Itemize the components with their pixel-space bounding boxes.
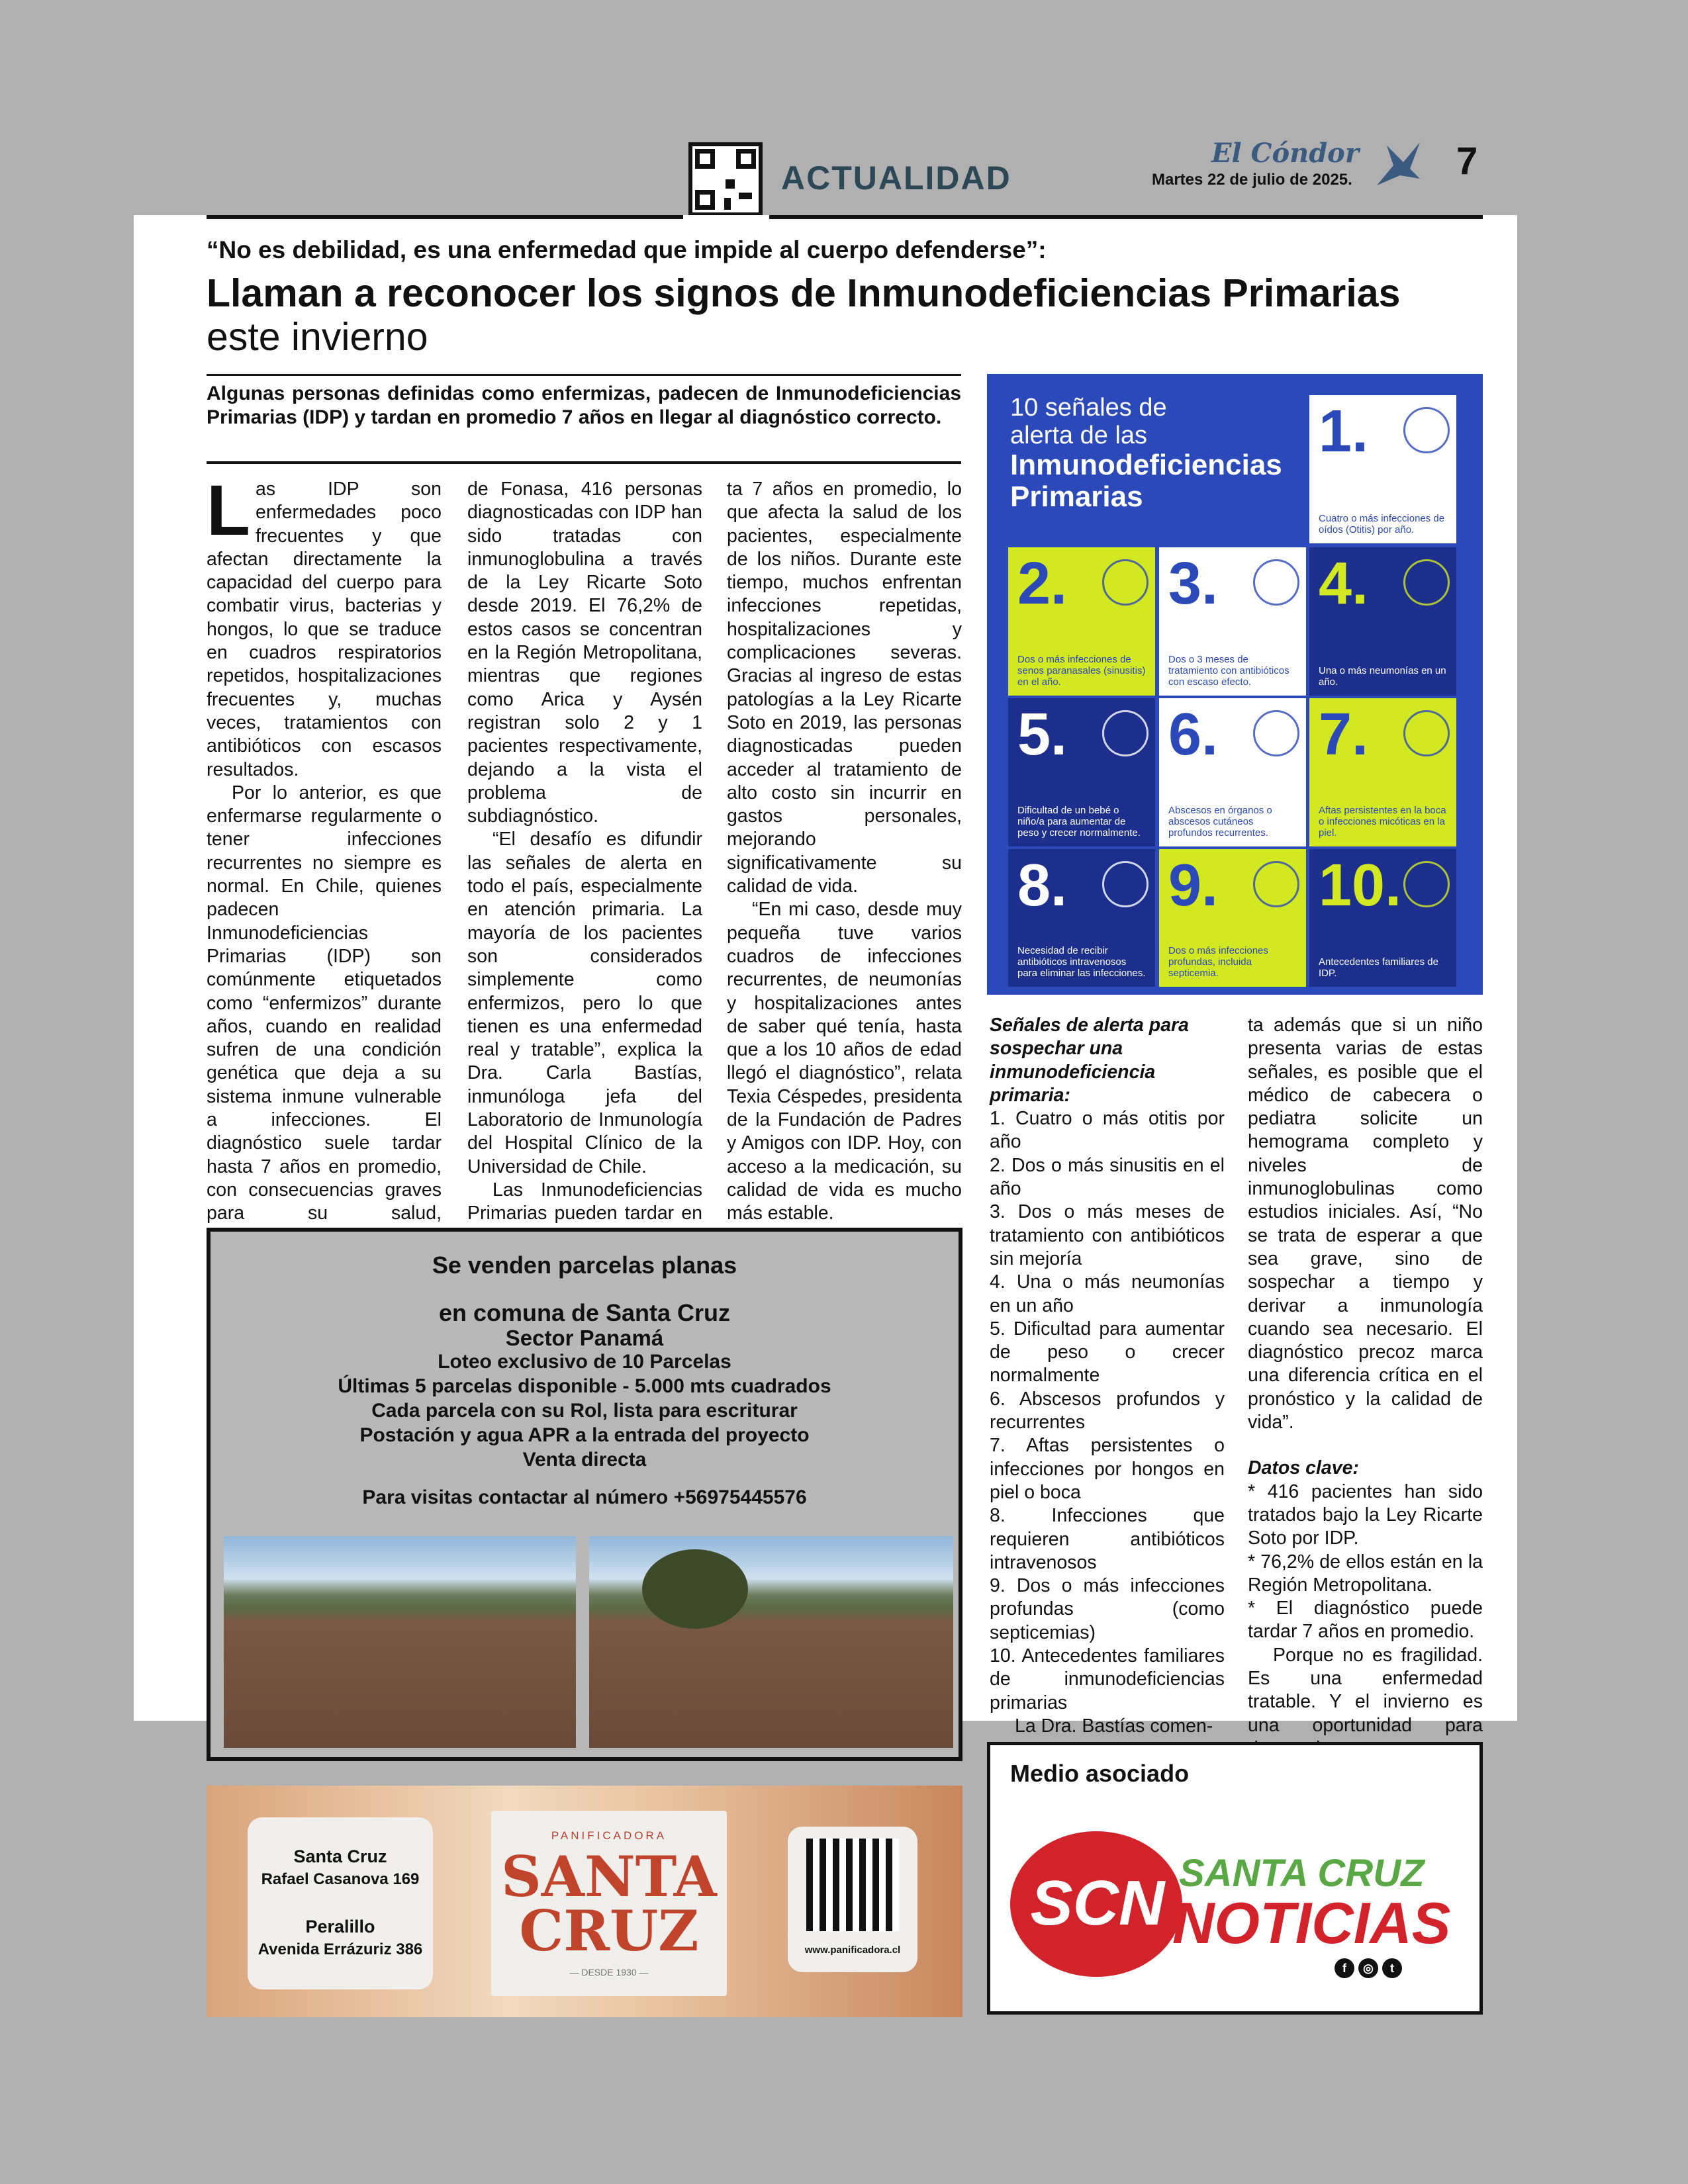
sign-number: 7.: [1319, 702, 1369, 768]
sign-text: Una o más neumonías en un año.: [1319, 665, 1446, 688]
divider: [769, 215, 1483, 219]
bakery-url: www.panificadora.cl: [804, 1944, 901, 1956]
ad-line: Loteo exclusivo de 10 Parcelas: [438, 1351, 731, 1373]
body-paragraph: de Fonasa, 416 personas diagnosticadas con IDP han sido tratadas con inmunoglobulina a través de la Ley Ricarte Soto desde 2019. El 76,2% de estos casos se concentran en la Región Metropolitana, mientras que regiones como Arica y Aysén registran solo 2 y 1 pacientes respectivamente, dejando a la vista el problema de subdiagnóstico.: [467, 478, 702, 827]
ad-label: Medio asociado: [1010, 1760, 1190, 1787]
ad-line: Postación y agua APR a la entrada del proyecto: [359, 1424, 810, 1446]
sidebar-title: Señales de alerta para sospechar una inmunodeficiencia primaria:: [990, 1015, 1190, 1106]
list-item: 3. Dos o más meses de tratamiento con antibióticos sin mejoría: [990, 1201, 1225, 1269]
sign-card-8: [1008, 849, 1155, 987]
bakery-ad: [207, 1786, 962, 2017]
sign-card-3: [1159, 547, 1306, 696]
list-item: 7. Aftas persistentes o infecciones por hongos en piel o boca: [990, 1435, 1225, 1503]
twitter-icon[interactable]: t: [1382, 1958, 1402, 1978]
body-paragraph: as IDP son enfermedades poco frecuentes y que afectan directamente la capacidad del cuerpo para combatir virus, bacterias y hongos, lo que se traduce en cuadros respiratorios repetidos, hospitalizaciones frecuentes y, muchas veces, tratamientos con antibióticos con escasos resultados.: [207, 478, 442, 780]
sign-number: 5.: [1017, 702, 1068, 768]
location-city: Santa Cruz: [293, 1846, 387, 1866]
fact-item: * 416 pacientes han sido tratados bajo la Ley Ricarte Soto por IDP.: [1248, 1480, 1483, 1549]
family-icon: [1403, 861, 1450, 907]
sign-text: Necesidad de recibir antibióticos intravenosos para eliminar las infecciones.: [1017, 945, 1146, 979]
location-address: Avenida Errázuriz 386: [258, 1940, 423, 1958]
sinus-icon: [1102, 559, 1149, 606]
sign-text: Dos o más infecciones de senos paranasales (sinusitis) en el año.: [1017, 654, 1146, 688]
sign-number: 2.: [1017, 551, 1068, 617]
land-photo: [224, 1536, 576, 1748]
divider: [207, 461, 961, 464]
partner-media-ad: [987, 1742, 1483, 2015]
body-paragraph: ta 7 años en promedio, lo que afecta la salud de los pacientes, especialmente de los niños. Durante este tiempo, muchos enfrentan infecciones repetidas, hospitalizaciones y complicaciones severas. Gracias al ingreso de estas patologías a la Ley Ricarte Soto en 2019, las personas diagnosticadas pueden acceder al tratamiento de alto costo sin incurrir en gastos personales, mejorando significativamente su calidad de vida.: [727, 478, 962, 897]
sign-card-5: [1008, 698, 1155, 846]
sign-number: 9.: [1168, 852, 1219, 919]
land-photo: [589, 1536, 953, 1748]
brand-since: — DESDE 1930 —: [569, 1967, 649, 1978]
infographic-title-line: Inmunodeficiencias: [1010, 449, 1282, 481]
body-paragraph: Por lo anterior, es que enfermarse regularmente o tener infecciones recurrentes no siempre es normal. En Chile, quienes padecen Inmunodeficiencias Primarias (IDP) son comúnmente etiquetados como “enfermizos” durante años, cuando en realidad sufren de una condición genética que deja a su sistema inmune vulnerable a infecciones. El diagnóstico suele tardar hasta 7 años en promedio, con consecuencias graves para su salud,: [207, 782, 442, 1224]
body-paragraph: ta además que si un niño presenta varias de estas señales, es posible que el médico de cabecera o pediatra solicite un hemograma completo y niveles de inmunoglobulinas como estudios iniciales. Así, “No se trata de esperar a que sea grave, sino de sospechar a tiempo y derivar a inmunología cuando sea necesario. El diagnóstico precoz marca una diferencia crítica en el pronóstico y la calidad de vida”.: [1248, 1015, 1483, 1433]
article-headline: [207, 271, 1477, 359]
mouth-icon: [1403, 710, 1450, 756]
scn-name-top: SANTA CRUZ: [1179, 1852, 1425, 1895]
article-lead: Algunas personas definidas como enfermizas, padecen de Inmunodeficiencias Primarias (IDP) y tardan en promedio 7 años en llegar al diagnóstico correcto.: [207, 383, 961, 428]
list-item: 4. Una o más neumonías en un año: [990, 1271, 1225, 1316]
divider: [207, 374, 961, 376]
list-item: 9. Dos o más infecciones profundas (como septicemias): [990, 1575, 1225, 1643]
sign-card-4: [1309, 547, 1456, 696]
brand-name: CRUZ: [519, 1898, 699, 1964]
issue-date: Martes 22 de julio de 2025.: [1152, 171, 1352, 189]
ad-heading: Se venden parcelas planas: [432, 1251, 737, 1279]
sign-text: Cuatro o más infecciones de oídos (Otitis) por año.: [1319, 513, 1445, 535]
sign-card-1: [1309, 395, 1456, 543]
sign-card-9: [1159, 849, 1306, 987]
infographic-title-line: 10 señales de: [1010, 394, 1167, 422]
location-city: Peralillo: [305, 1917, 375, 1936]
qr-code-icon: [806, 1839, 899, 1931]
body-paragraph: “El desafío es difundir las señales de alerta en todo el país, especialmente en atención primaria. La mayoría de los pacientes son considerados simplemente como enfermizos, pero lo que tienen es una enfermedad real y tratable”, explica la Dra. Carla Bastías, inmunóloga jefa del Laboratorio de Inmunología del Hospital Clínico de la Universidad de Chile.: [467, 829, 702, 1177]
tree-shape: [642, 1549, 748, 1629]
baby-icon: [1102, 710, 1149, 756]
sign-card-6: [1159, 698, 1306, 846]
brand-name: SANTA: [501, 1844, 717, 1909]
article-column-2: [467, 478, 702, 1249]
bakery-qr: [788, 1827, 917, 1972]
sign-text: Antecedentes familiares de IDP.: [1319, 956, 1438, 979]
instagram-icon[interactable]: ◎: [1358, 1958, 1378, 1978]
syringe-icon: [1102, 861, 1149, 907]
sign-text: Dos o 3 meses de tratamiento con antibióticos con escaso efecto.: [1168, 654, 1289, 688]
facebook-icon[interactable]: f: [1335, 1958, 1354, 1978]
sign-text: Dificultad de un bebé o niño/a para aumentar de peso y crecer normalmente.: [1017, 805, 1141, 839]
pills-icon: [1253, 559, 1299, 606]
article-column-5: [1248, 1014, 1483, 1760]
body-paragraph: La Dra. Bastías comen-: [1015, 1715, 1213, 1737]
body-paragraph: “En mi caso, desde muy pequeña tuve varios cuadros de infecciones recurrentes, de neumonías y hospitalizaciones antes de saber qué tenía, hasta que a los 10 años de edad llegó el diagnóstico”, relata Texia Céspedes, presidenta de la Fundación de Padres y Amigos con IDP. Hoy, con acceso a la medicación, su calidad de vida es mucho más estable.: [727, 899, 962, 1224]
brand-subtitle: PANIFICADORA: [551, 1829, 667, 1842]
virus-icon: [1253, 861, 1299, 907]
article-kicker: “No es debilidad, es una enfermedad que impide al cuerpo defenderse”:: [207, 236, 1047, 263]
article-column-1: [207, 470, 442, 1272]
headline-line-1: Llaman a reconocer los signos de Inmunodeficiencias Primarias: [207, 271, 1401, 315]
sign-number: 10.: [1319, 852, 1402, 919]
body-paragraph: Las Inmunodeficiencias Primarias pueden tardar en: [467, 1179, 702, 1224]
fact-item: * El diagnóstico puede tardar 7 años en promedio.: [1248, 1598, 1483, 1643]
qr-code-icon: [688, 142, 763, 216]
sign-card-2: [1008, 547, 1155, 696]
ad-contact: Para visitas contactar al número +56975445576: [362, 1486, 807, 1508]
sign-number: 1.: [1319, 398, 1369, 465]
article-column-3: [727, 478, 962, 1226]
masthead-logo: El Cóndor: [1211, 138, 1359, 169]
sign-text: Abscesos en órganos o abscesos cutáneos profundos recurrentes.: [1168, 805, 1272, 839]
scn-logo-circle: [1010, 1831, 1182, 1977]
sign-card-7: [1309, 698, 1456, 846]
divider: [207, 215, 683, 219]
infographic-title-line: Primarias: [1010, 480, 1143, 513]
scn-logo-text: SCN: [1030, 1868, 1165, 1938]
ad-line: Cada parcela con su Rol, lista para escriturar: [371, 1400, 798, 1422]
ear-icon: [1403, 407, 1450, 453]
ad-line: Últimas 5 parcelas disponible - 5.000 mts cuadrados: [338, 1375, 831, 1397]
abscess-icon: [1253, 710, 1299, 756]
section-title: ACTUALIDAD: [781, 159, 1011, 197]
sign-text: Aftas persistentes en la boca o infecciones micóticas en la piel.: [1319, 805, 1446, 839]
warning-signs-infographic: [987, 374, 1483, 995]
ad-line: Venta directa: [522, 1449, 647, 1471]
list-item: 6. Abscesos profundos y recurrentes: [990, 1388, 1225, 1433]
bakery-locations: [248, 1817, 433, 1989]
infographic-title: [1010, 394, 1282, 513]
sign-text: Dos o más infecciones profundas, incluida septicemia.: [1168, 945, 1268, 979]
list-item: 8. Infecciones que requieren antibióticos intravenosos: [990, 1505, 1225, 1573]
sign-number: 6.: [1168, 702, 1219, 768]
sign-number: 4.: [1319, 551, 1369, 617]
scn-name-bottom: NOTICIAS: [1172, 1890, 1451, 1956]
fact-item: * 76,2% de ellos están en la Región Metropolitana.: [1248, 1551, 1483, 1596]
sign-card-10: [1309, 849, 1456, 987]
sign-number: 3.: [1168, 551, 1219, 617]
condor-icon: [1374, 139, 1423, 192]
ad-line: Sector Panamá: [505, 1326, 664, 1350]
headline-line-2: este invierno: [207, 315, 428, 359]
facts-title: Datos clave:: [1248, 1457, 1359, 1479]
location-address: Rafael Casanova 169: [261, 1870, 420, 1888]
article-column-4: [990, 1014, 1225, 1738]
infographic-title-line: alerta de las: [1010, 422, 1148, 449]
lungs-icon: [1403, 559, 1450, 606]
list-item: 5. Dificultad para aumentar de peso o crecer normalmente: [990, 1318, 1225, 1387]
bakery-logo: [491, 1811, 727, 1996]
ad-line: en comuna de Santa Cruz: [438, 1299, 731, 1326]
list-item: 1. Cuatro o más otitis por año: [990, 1108, 1225, 1153]
page-number: 7: [1456, 140, 1478, 183]
list-item: 2. Dos o más sinusitis en el año: [990, 1154, 1225, 1200]
land-sale-ad: [207, 1228, 962, 1761]
list-item: 10. Antecedentes familiares de inmunodeficiencias primarias: [990, 1645, 1225, 1713]
sign-number: 8.: [1017, 852, 1068, 919]
drop-cap: L: [207, 470, 250, 550]
body-paragraph: Porque no es fragilidad. Es una enfermedad tratable. Y el invierno es una oportunidad para: [1248, 1644, 1483, 1736]
